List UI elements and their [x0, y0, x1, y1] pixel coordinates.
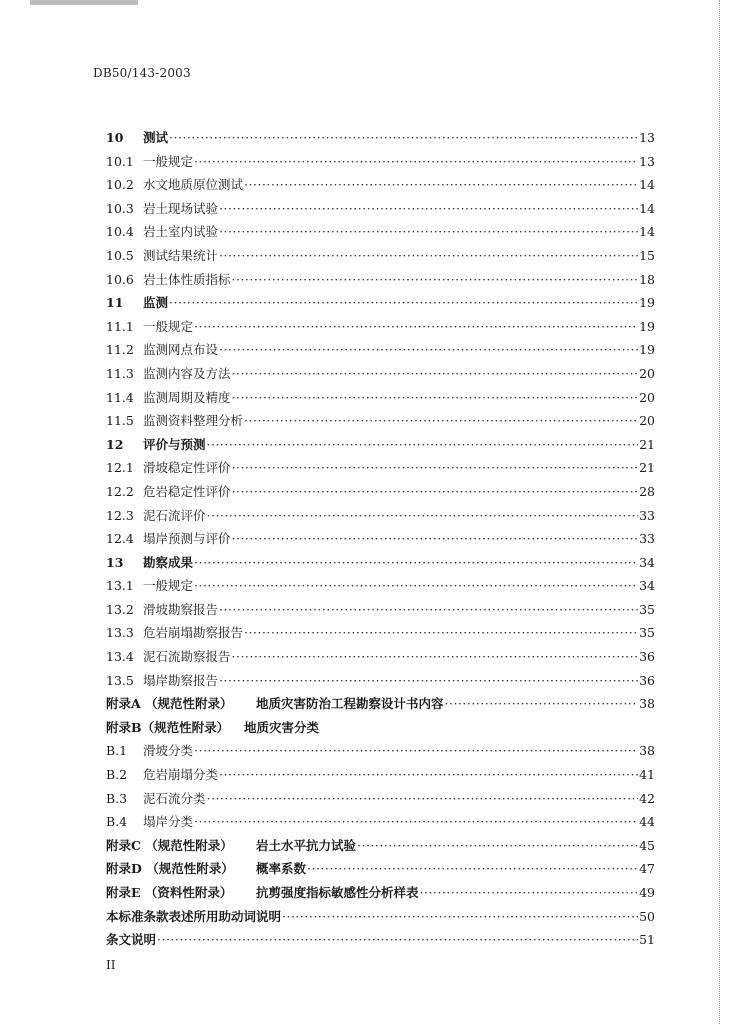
toc-entry-title: 危岩崩塌分类: [143, 767, 219, 783]
toc-entry-title: 一般规定: [143, 153, 194, 169]
toc-entry-explanation[interactable]: [106, 930, 655, 954]
appendix-tag: 附录B（规范性附录）: [106, 719, 230, 735]
toc-entry-page: 14: [639, 177, 655, 193]
dot-leader: [232, 390, 638, 405]
toc-entry-page: 18: [639, 271, 655, 287]
toc-entry-page: 41: [639, 767, 655, 783]
toc-entry-title: 测试: [143, 130, 169, 145]
toc-entry-appendix-a[interactable]: [106, 694, 655, 718]
page-number: II: [106, 958, 116, 972]
document-code: DB50/143-2003: [93, 66, 191, 80]
toc-entry[interactable]: [106, 293, 655, 317]
toc-entry-page: 20: [639, 413, 655, 429]
toc-entry-auxiliary-verbs[interactable]: [106, 907, 655, 931]
toc-entry-title: 塌岸勘察报告: [143, 672, 219, 688]
dot-leader: [219, 673, 638, 688]
toc-entry-title: 概率系数: [256, 861, 307, 877]
toc-entry-page: 50: [639, 908, 655, 924]
toc-entry-page: 21: [639, 436, 655, 452]
toc-entry-appendix-d[interactable]: [106, 859, 655, 883]
toc-entry[interactable]: [106, 246, 655, 270]
toc-entry-number: 11.4: [106, 389, 134, 405]
toc-entry-title: 一般规定: [143, 578, 194, 594]
toc-entry-page: 35: [639, 601, 655, 617]
toc-entry-number: 12: [106, 436, 124, 452]
dot-leader: [420, 885, 638, 900]
toc-entry-page: 36: [639, 649, 655, 665]
toc-entry-page: 45: [639, 837, 655, 853]
dot-leader: [157, 932, 638, 947]
toc-entry-title: 危岩稳定性评价: [143, 483, 231, 499]
toc-entry[interactable]: [106, 364, 655, 388]
toc-entry-title: 监测周期及精度: [143, 389, 231, 405]
dot-leader: [169, 295, 638, 310]
toc-entry[interactable]: [106, 529, 655, 553]
toc-entry-page: 44: [639, 814, 655, 830]
toc-entry-number: 11.2: [106, 342, 134, 358]
toc-entry-page: 47: [639, 861, 655, 877]
toc-entry-number: 10.2: [106, 177, 134, 193]
scan-artifact-top: [30, 0, 138, 5]
dot-leader: [232, 272, 638, 287]
toc-entry[interactable]: [106, 128, 655, 152]
toc-entry-number: 12.3: [106, 507, 134, 523]
dot-leader: [219, 602, 638, 617]
toc-entry-number: B.3: [106, 790, 128, 806]
dot-leader: [207, 437, 638, 452]
dot-leader: [219, 342, 638, 357]
toc-entry-number: 10: [106, 130, 124, 145]
toc-entry-page: 28: [639, 483, 655, 499]
toc-entry-title: 本标准条款表述所用助动词说明: [106, 908, 282, 924]
toc-entry-title: 泥石流评价: [143, 507, 206, 523]
toc-entry-title: 滑坡稳定性评价: [143, 460, 231, 476]
dot-leader: [244, 625, 638, 640]
toc-entry-number: B.1: [106, 743, 128, 759]
dot-leader: [232, 531, 638, 546]
toc-entry-page: 36: [639, 672, 655, 688]
toc-entry-title: 监测内容及方法: [143, 365, 231, 381]
dot-leader: [244, 177, 638, 192]
appendix-tag: 附录C （规范性附录）: [106, 837, 233, 853]
toc-entry-number: 10.3: [106, 200, 134, 216]
toc-entry[interactable]: [106, 741, 655, 765]
toc-entry[interactable]: [106, 317, 655, 341]
dot-leader: [194, 743, 638, 758]
toc-entry-page: 34: [639, 578, 655, 594]
toc-entry[interactable]: [106, 458, 655, 482]
toc-entry-title: 水文地质原位测试: [143, 177, 244, 193]
dot-leader: [232, 460, 638, 475]
toc-entry-title: 评价与预测: [143, 436, 206, 452]
toc-entry[interactable]: [106, 388, 655, 412]
toc-entry-title: 岩土现场试验: [143, 200, 219, 216]
appendix-tag: 附录E （资料性附录）: [106, 885, 233, 900]
toc-entry[interactable]: [106, 600, 655, 624]
toc-entry[interactable]: [106, 812, 655, 836]
toc-entry[interactable]: [106, 765, 655, 789]
toc-entry-title: 地质灾害防治工程勘察设计书内容: [256, 696, 444, 712]
table-of-contents: [106, 128, 655, 954]
toc-entry-title: 泥石流勘察报告: [143, 649, 231, 665]
toc-entry-page: 38: [639, 743, 655, 759]
toc-entry-page: 20: [639, 365, 655, 381]
toc-entry[interactable]: [106, 553, 655, 577]
toc-entry-page: 33: [639, 507, 655, 523]
toc-entry-appendix-e[interactable]: [106, 883, 655, 907]
toc-entry-page: 15: [639, 247, 655, 263]
dot-leader: [282, 909, 638, 924]
toc-entry-title: 危岩崩塌勘察报告: [143, 625, 244, 641]
toc-entry-page: 42: [639, 790, 655, 806]
toc-entry-page: 34: [639, 554, 655, 570]
toc-entry-title: 岩土水平抗力试验: [256, 837, 357, 853]
toc-entry-page: 51: [639, 932, 655, 948]
toc-entry-title: 滑坡分类: [143, 743, 194, 759]
toc-entry-page: 13: [639, 153, 655, 169]
toc-entry-title: 塌岸预测与评价: [143, 531, 231, 547]
toc-entry-page: 19: [639, 295, 655, 311]
toc-entry-page: 33: [639, 531, 655, 547]
appendix-tag: 附录A （规范性附录）: [106, 696, 233, 712]
toc-entry[interactable]: [106, 482, 655, 506]
toc-entry-number: 10.6: [106, 271, 134, 287]
toc-appendix-b-list: [106, 741, 655, 835]
dot-leader: [194, 154, 638, 169]
toc-entry[interactable]: [106, 576, 655, 600]
toc-entry[interactable]: [106, 175, 655, 199]
toc-entry-page: 13: [639, 130, 655, 145]
toc-entry-title: 勘察成果: [143, 554, 194, 570]
dot-leader: [169, 130, 638, 145]
toc-entry-number: 13.1: [106, 578, 134, 594]
dot-leader: [445, 696, 638, 711]
toc-entry-number: 13: [106, 554, 124, 570]
toc-entry-number: 13.3: [106, 625, 134, 641]
toc-entry-number: 10.4: [106, 224, 134, 240]
toc-entry[interactable]: [106, 411, 655, 435]
toc-entry-number: 12.4: [106, 531, 134, 547]
dot-leader: [219, 767, 638, 782]
dot-leader: [219, 248, 638, 263]
toc-entry-page: 35: [639, 625, 655, 641]
toc-entry-title: 监测网点布设: [143, 342, 219, 358]
toc-entry-page: 49: [639, 885, 655, 900]
toc-entry[interactable]: [106, 435, 655, 459]
toc-entry[interactable]: [106, 222, 655, 246]
toc-entry[interactable]: [106, 340, 655, 364]
toc-entry-page: 14: [639, 200, 655, 216]
toc-entry-title: 滑坡勘察报告: [143, 601, 219, 617]
dot-leader: [194, 814, 638, 829]
toc-entry-number: 10.5: [106, 247, 134, 263]
toc-entry-title: 塌岸分类: [143, 814, 194, 830]
toc-entry-page: 21: [639, 460, 655, 476]
dot-leader: [244, 413, 638, 428]
dot-leader: [194, 319, 638, 334]
toc-entry-title: 抗剪强度指标敏感性分析样表: [256, 885, 419, 900]
toc-entry-title: 测试结果统计: [143, 247, 219, 263]
toc-entry[interactable]: [106, 152, 655, 176]
toc-entry-number: 12.2: [106, 483, 134, 499]
toc-entry[interactable]: [106, 671, 655, 695]
toc-entry[interactable]: [106, 789, 655, 813]
toc-entry-number: 13.5: [106, 672, 134, 688]
toc-entry-number: 13.4: [106, 649, 134, 665]
toc-entry-title: 监测: [143, 295, 169, 311]
toc-entry-page: 38: [639, 696, 655, 712]
toc-entry-number: 11.1: [106, 318, 134, 334]
toc-entry-appendix-b[interactable]: [106, 718, 655, 742]
toc-entry-number: 13.2: [106, 601, 134, 617]
dot-leader: [307, 861, 638, 876]
toc-entry[interactable]: [106, 506, 655, 530]
toc-entry-title: 监测资料整理分析: [143, 413, 244, 429]
toc-entry-number: 11: [106, 295, 124, 311]
toc-entry-title: 条文说明: [106, 932, 157, 948]
toc-entry-appendix-c[interactable]: [106, 836, 655, 860]
scan-artifact-edge: [718, 0, 720, 1024]
toc-entry-title: 岩土室内试验: [143, 224, 219, 240]
toc-entry-number: 12.1: [106, 460, 134, 476]
toc-entry[interactable]: [106, 623, 655, 647]
toc-entry-title: 岩土体性质指标: [143, 271, 231, 287]
toc-entry-title: 一般规定: [143, 318, 194, 334]
dot-leader: [207, 791, 638, 806]
toc-entry-number: B.2: [106, 767, 128, 783]
toc-entry-number: B.4: [106, 814, 128, 830]
toc-entry-page: 19: [639, 342, 655, 358]
dot-leader: [194, 578, 638, 593]
toc-entry[interactable]: [106, 647, 655, 671]
toc-entry[interactable]: [106, 270, 655, 294]
toc-entry-page: 14: [639, 224, 655, 240]
toc-entry-title: 地质灾害分类: [244, 719, 320, 735]
dot-leader: [232, 366, 638, 381]
toc-entry-number: 11.5: [106, 413, 134, 429]
dot-leader: [232, 649, 638, 664]
toc-entry[interactable]: [106, 199, 655, 223]
dot-leader: [357, 838, 638, 853]
dot-leader: [219, 201, 638, 216]
toc-section-list: [106, 128, 655, 694]
dot-leader: [232, 484, 638, 499]
dot-leader: [219, 224, 638, 239]
toc-entry-page: 20: [639, 389, 655, 405]
dot-leader: [194, 555, 638, 570]
appendix-tag: 附录D （规范性附录）: [106, 861, 234, 877]
toc-entry-title: 泥石流分类: [143, 790, 206, 806]
toc-entry-number: 10.1: [106, 153, 134, 169]
toc-entry-number: 11.3: [106, 365, 134, 381]
dot-leader: [207, 508, 638, 523]
toc-entry-page: 19: [639, 318, 655, 334]
